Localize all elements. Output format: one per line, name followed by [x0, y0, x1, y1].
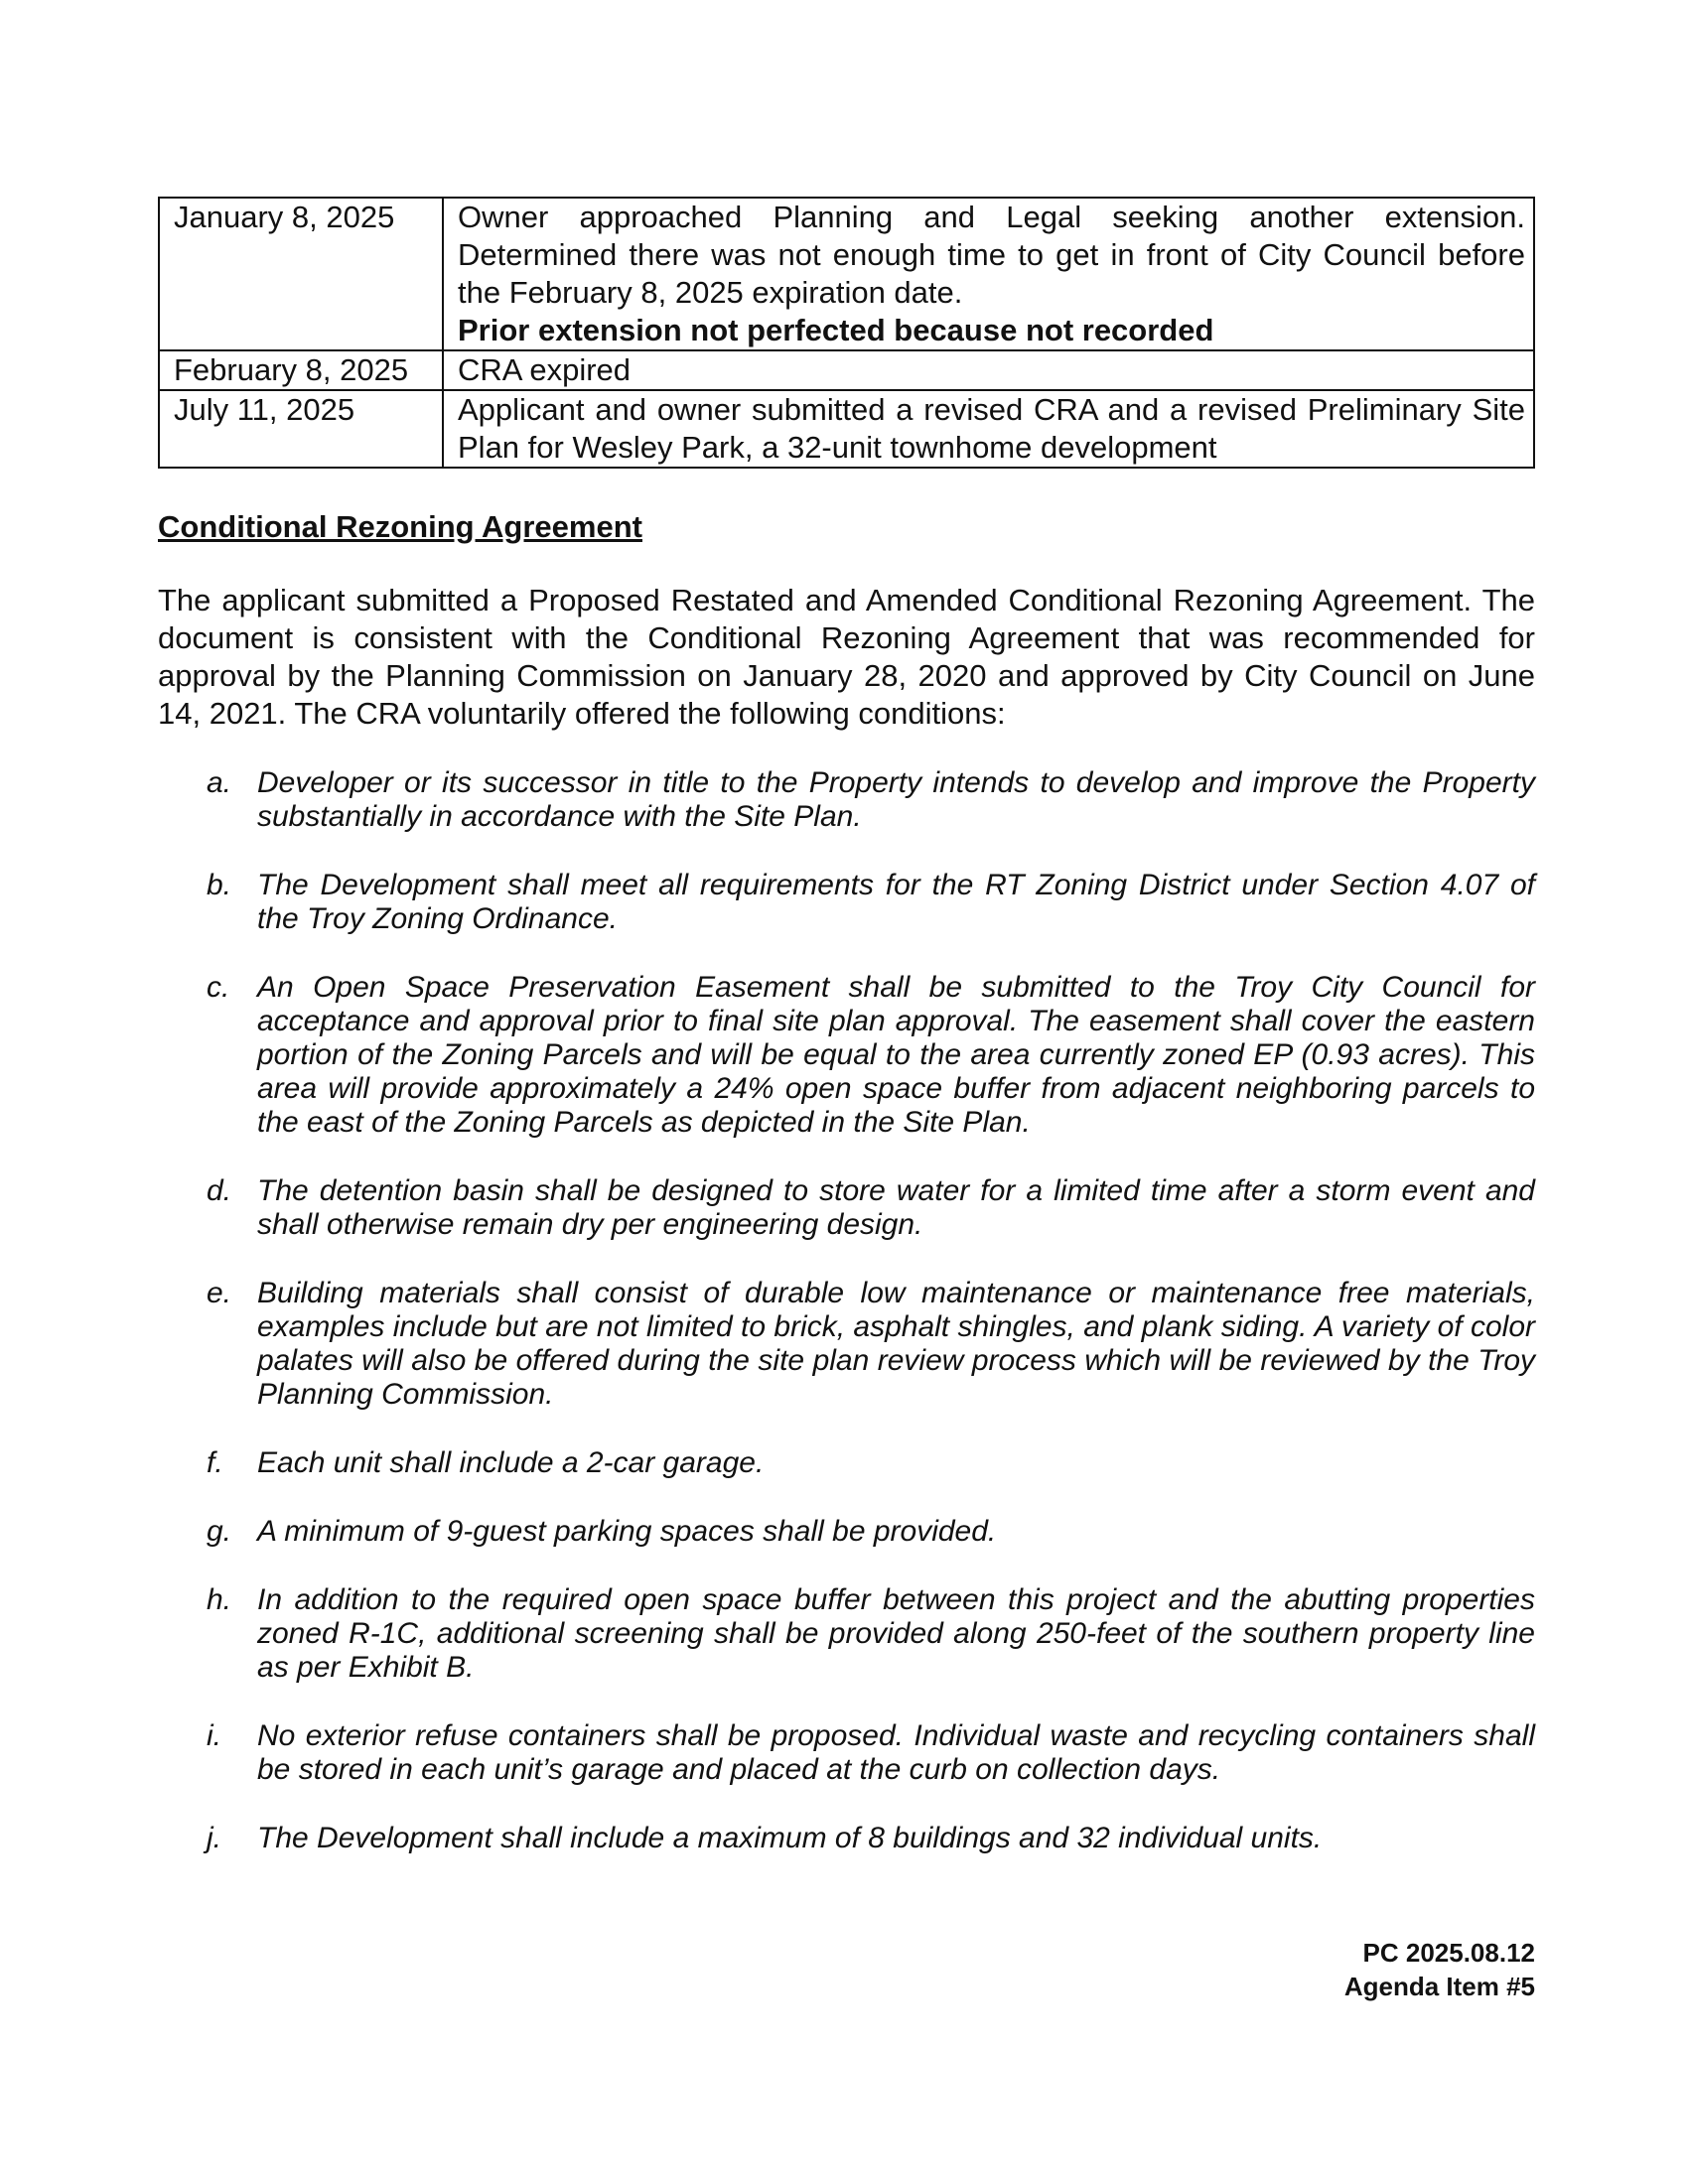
list-marker: d.	[207, 1174, 232, 1207]
table-row	[159, 390, 1534, 468]
list-marker: a.	[207, 766, 232, 799]
list-item	[158, 1515, 1535, 1549]
list-marker: b.	[207, 869, 232, 901]
timeline-note: Prior extension not perfected because not recorded	[458, 313, 1214, 347]
timeline-date: February 8, 2025	[159, 350, 443, 390]
document-page	[158, 197, 1535, 1890]
timeline-description-cell	[443, 350, 1534, 390]
list-item	[158, 1719, 1535, 1787]
timeline-description: Applicant and owner submitted a revised CRA and a revised Preliminary Site Plan for Wesley Park, a 32-unit townhome development	[458, 392, 1525, 465]
condition-text: A minimum of 9-guest parking spaces shall be provided.	[257, 1515, 997, 1548]
section-heading: Conditional Rezoning Agreement	[158, 509, 642, 544]
list-marker: j.	[207, 1822, 221, 1854]
table-row	[159, 350, 1534, 390]
list-marker: i.	[207, 1719, 221, 1752]
timeline-description-cell	[443, 198, 1534, 350]
list-item	[158, 1822, 1535, 1855]
list-marker: c.	[207, 971, 230, 1004]
list-item	[158, 1174, 1535, 1242]
timeline-date: January 8, 2025	[159, 198, 443, 350]
list-item	[158, 1277, 1535, 1412]
list-item	[158, 1446, 1535, 1480]
footer-agenda-item: Agenda Item #5	[1343, 1972, 1535, 2001]
condition-text: Building materials shall consist of durable low maintenance or maintenance free materials, examples include but are not limited to brick, asphalt shingles, and plank siding. A variety of color palates will also be offered during the site plan review process which will be reviewed by the Troy Planning Commission.	[257, 1277, 1535, 1411]
list-marker: f.	[207, 1446, 223, 1479]
condition-text: Developer or its successor in title to the Property intends to develop and improve the Property substantially in accordance with the Site Plan.	[257, 766, 1535, 833]
condition-text: The Development shall include a maximum of 8 buildings and 32 individual units.	[257, 1822, 1323, 1854]
conditions-list	[158, 766, 1535, 1855]
condition-text: No exterior refuse containers shall be proposed. Individual waste and recycling containers shall be stored in each unit’s garage and placed at the curb on collection days.	[257, 1719, 1535, 1786]
timeline-description: Owner approached Planning and Legal seeking another extension. Determined there was not enough time to get in front of City Council before the February 8, 2025 expiration date.	[458, 200, 1525, 310]
condition-text: Each unit shall include a 2-car garage.	[257, 1446, 765, 1479]
list-marker: h.	[207, 1583, 232, 1616]
timeline-description: CRA expired	[458, 352, 632, 387]
condition-text: The Development shall meet all requirements for the RT Zoning District under Section 4.07 of the Troy Zoning Ordinance.	[257, 869, 1535, 935]
intro-paragraph: The applicant submitted a Proposed Restated and Amended Conditional Rezoning Agreement. The document is consistent with the Conditional Rezoning Agreement that was recommended for approval by the Planning Commission on January 28, 2020 and approved by City Council on June 14, 2021. The CRA voluntarily offered the following conditions:	[158, 583, 1535, 731]
page-footer	[1344, 1936, 1535, 2003]
timeline-table	[158, 197, 1535, 469]
list-item	[158, 766, 1535, 834]
timeline-date: July 11, 2025	[159, 390, 443, 468]
list-marker: e.	[207, 1277, 232, 1309]
timeline-description-cell	[443, 390, 1534, 468]
list-item	[158, 869, 1535, 936]
list-item	[158, 971, 1535, 1140]
list-item	[158, 1583, 1535, 1685]
table-row	[159, 198, 1534, 350]
list-marker: g.	[207, 1515, 232, 1548]
condition-text: An Open Space Preservation Easement shall be submitted to the Troy City Council for acceptance and approval prior to final site plan approval. The easement shall cover the eastern portion of the Zoning Parcels and will be equal to the area currently zoned EP (0.93 acres). This area will provide approximately a 24% open space buffer from adjacent neighboring parcels to the east of the Zoning Parcels as depicted in the Site Plan.	[257, 971, 1535, 1139]
condition-text: The detention basin shall be designed to store water for a limited time after a storm event and shall otherwise remain dry per engineering design.	[257, 1174, 1535, 1241]
footer-meeting-code: PC 2025.08.12	[1362, 1938, 1535, 1968]
condition-text: In addition to the required open space buffer between this project and the abutting properties zoned R-1C, additional screening shall be provided along 250-feet of the southern property line as per Exhibit B.	[257, 1583, 1535, 1684]
